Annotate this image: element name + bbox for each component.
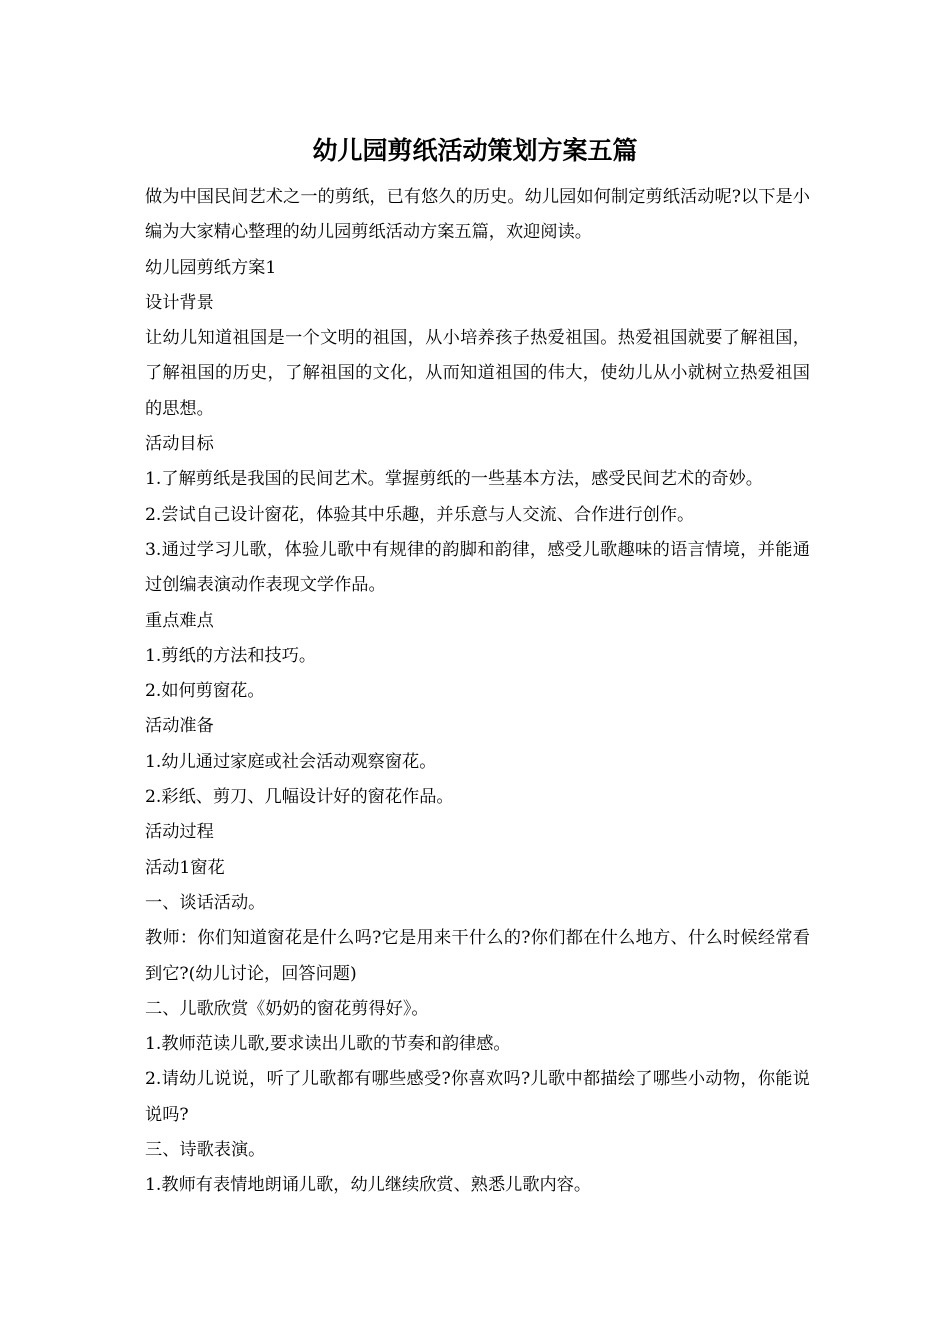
document-body: [145, 180, 810, 1204]
step-heading-2: 二、儿歌欣赏《奶奶的窗花剪得好》。: [145, 998, 429, 1019]
step-heading-1: 一、谈话活动。: [145, 892, 266, 913]
list-item-goal-2: 2.尝试自己设计窗花，体验其中乐趣，并乐意与人交流、合作进行创作。: [145, 504, 695, 525]
list-item-step2-1: 1.教师范读儿歌,要求读出儿歌的节奏和韵律感。: [145, 1034, 511, 1055]
section-heading-goals: 活动目标: [145, 434, 214, 455]
list-item-key-point-1: 1.剪纸的方法和技巧。: [145, 645, 317, 666]
section-heading-plan-1: 幼儿园剪纸方案1: [145, 257, 277, 278]
list-item-step3-1: 1.教师有表情地朗诵儿歌，幼儿继续欣赏、熟悉儿歌内容。: [145, 1175, 592, 1196]
list-item-step2-2: 2.请幼儿说说，听了儿歌都有哪些感受?你喜欢吗?儿歌中都描绘了哪些小动物，你能说说吗?: [145, 1069, 810, 1125]
list-item-goal-3: 3.通过学习儿歌，体验儿歌中有规律的韵脚和韵律，感受儿歌趣味的语言情境，并能通过创编表演动作表现文学作品。: [145, 539, 810, 596]
list-item-preparation-2: 2.彩纸、剪刀、几幅设计好的窗花作品。: [145, 787, 454, 808]
section-heading-preparation: 活动准备: [145, 716, 214, 737]
section-heading-key-points: 重点难点: [145, 610, 214, 631]
document-title: 幼儿园剪纸活动策划方案五篇: [312, 136, 638, 165]
paragraph-design-background: 让幼儿知道祖国是一个文明的祖国，从小培养孩子热爱祖国。热爱祖国就要了解祖国，了解祖国的历史，了解祖国的文化，从而知道祖国的伟大，使幼儿从小就树立热爱祖国的思想。: [145, 328, 810, 419]
section-heading-design-background: 设计背景: [145, 292, 214, 313]
list-item-preparation-1: 1.幼儿通过家庭或社会活动观察窗花。: [145, 751, 437, 772]
section-heading-process: 活动过程: [145, 822, 214, 843]
paragraph-intro: 做为中国民间艺术之一的剪纸，已有悠久的历史。幼儿园如何制定剪纸活动呢?以下是小编为大家精心整理的幼儿园剪纸活动方案五篇，欢迎阅读。: [145, 187, 810, 243]
subsection-heading-activity-1: 活动1窗花: [145, 857, 225, 878]
paragraph-teacher-question: 教师：你们知道窗花是什么吗?它是用来干什么的?你们都在什么地方、什么时候经常看到它?(幼儿讨论，回答问题): [145, 928, 810, 984]
step-heading-3: 三、诗歌表演。: [145, 1140, 266, 1161]
list-item-goal-1: 1.了解剪纸是我国的民间艺术。掌握剪纸的一些基本方法，感受民间艺术的奇妙。: [145, 469, 763, 490]
list-item-key-point-2: 2.如何剪窗花。: [145, 681, 265, 702]
